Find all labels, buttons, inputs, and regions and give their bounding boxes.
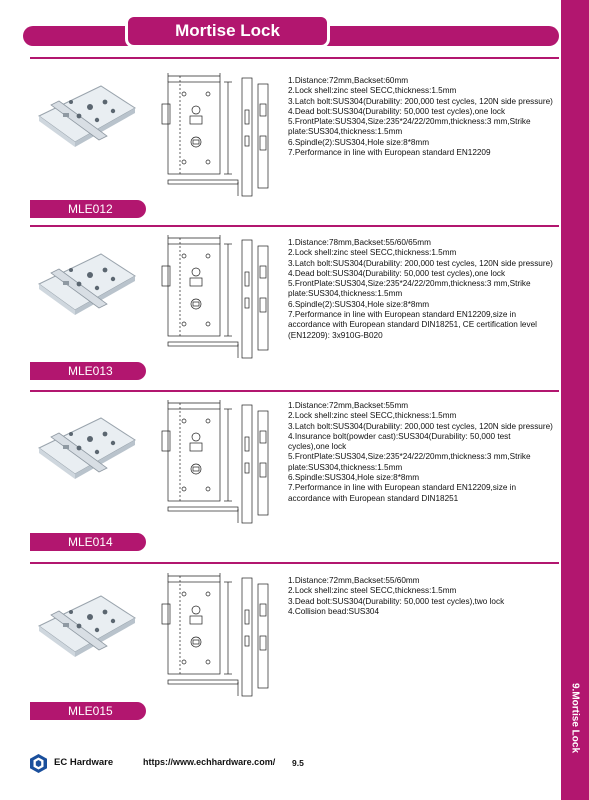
technical-drawing <box>138 70 288 202</box>
section-divider <box>30 225 559 227</box>
brand-name: EC Hardware <box>54 757 114 768</box>
spec-line: 4.Insurance bolt(powder cast):SUS304(Durability: 50,000 test cycles),one lock <box>288 431 511 452</box>
technical-drawing <box>138 232 288 364</box>
spec-line: 5.FrontPlate:SUS304,Size:235*24/22/20mm,thickness:3 mm,Strike plate:SUS304,thickness:1.5mm <box>288 279 531 299</box>
spec-line: 3.Latch bolt:SUS304(Durability: 200,000 test cycles, 120N side pressure) <box>288 421 553 431</box>
model-tab: MLE015 <box>30 702 146 720</box>
footer <box>0 740 560 780</box>
spec-line: 1.Distance:72mm,Backset:60mm <box>288 76 409 85</box>
model-tab: MLE012 <box>30 200 146 218</box>
spec-line: 4.Dead bolt:SUS304(Durability: 50,000 test cycles),one lock <box>288 106 506 116</box>
spec-line: 3.Latch bolt:SUS304(Durability: 200,000 test cycles, 120N side pressure) <box>288 96 553 106</box>
lock-product-photo <box>35 248 138 318</box>
page-number: 9.5 <box>292 758 304 768</box>
spec-line: 7.Performance in line with European standard EN12209,size in accordance with European standard DIN18251, CE certification level (EN12209): 3x910G-B020 <box>288 310 537 340</box>
spec-list <box>288 76 553 158</box>
side-tab-label: 9.Mortise Lock <box>569 682 581 754</box>
spec-line: 7.Performance in line with European standard EN12209 <box>288 148 491 158</box>
website-link[interactable]: https://www.echhardware.com/ <box>143 757 276 767</box>
spec-line: 1.Distance:78mm,Backset:55/60/65mm <box>288 238 431 247</box>
section-divider <box>30 57 559 59</box>
spec-line: 2.Lock shell:zinc steel SECC,thickness:1.5mm <box>288 248 457 258</box>
technical-drawing <box>138 397 288 529</box>
spec-line: 7.Performance in line with European standard EN12209,size in accordance with European standard DIN18251 <box>288 483 517 503</box>
ec-hardware-logo-icon <box>30 754 47 773</box>
page-title: Mortise Lock <box>125 14 330 48</box>
technical-drawing <box>138 570 288 702</box>
model-tab: MLE013 <box>30 362 146 380</box>
spec-line: 2.Lock shell:zinc steel SECC,thickness:1.5mm <box>288 86 457 96</box>
section-divider <box>30 562 559 564</box>
spec-line: 2.Lock shell:zinc steel SECC,thickness:1.5mm <box>288 411 457 421</box>
spec-line: 6.Spindle:SUS304,Hole size:8*8mm <box>288 473 420 483</box>
lock-product-photo <box>35 412 138 482</box>
spec-line: 5.FrontPlate:SUS304,Size:235*24/22/20mm,thickness:3 mm,Strike plate:SUS304,thickness:1.5mm <box>288 452 531 472</box>
spec-line: 2.Lock shell:zinc steel SECC,thickness:1.5mm <box>288 586 457 596</box>
spec-line: 3.Dead bolt:SUS304(Durability: 50,000 test cycles),two lock <box>288 596 505 606</box>
spec-line: 6.Spindle(2):SUS304,Hole size:8*8mm <box>288 137 430 147</box>
spec-line: 4.Dead bolt:SUS304(Durability: 50,000 test cycles),one lock <box>288 268 506 278</box>
spec-line: 1.Distance:72mm,Backset:55/60mm <box>288 576 420 585</box>
spec-line: 3.Latch bolt:SUS304(Durability: 200,000 test cycles, 120N side pressure) <box>288 258 553 268</box>
side-tab <box>561 678 589 758</box>
section-divider <box>30 390 559 392</box>
model-tab: MLE014 <box>30 533 146 551</box>
spec-line: 4.Collision bead:SUS304 <box>288 606 380 616</box>
spec-line: 6.Spindle(2):SUS304,Hole size:8*8mm <box>288 299 430 309</box>
spec-line: 5.FrontPlate:SUS304,Size:235*24/22/20mm,thickness:3 mm,Strike plate:SUS304,thickness:1.5mm <box>288 117 531 137</box>
spec-list <box>288 238 553 341</box>
spec-line: 1.Distance:72mm,Backset:55mm <box>288 401 409 410</box>
lock-product-photo <box>35 80 138 150</box>
lock-product-photo <box>35 590 138 660</box>
spec-list <box>288 576 553 617</box>
spec-list <box>288 401 553 504</box>
